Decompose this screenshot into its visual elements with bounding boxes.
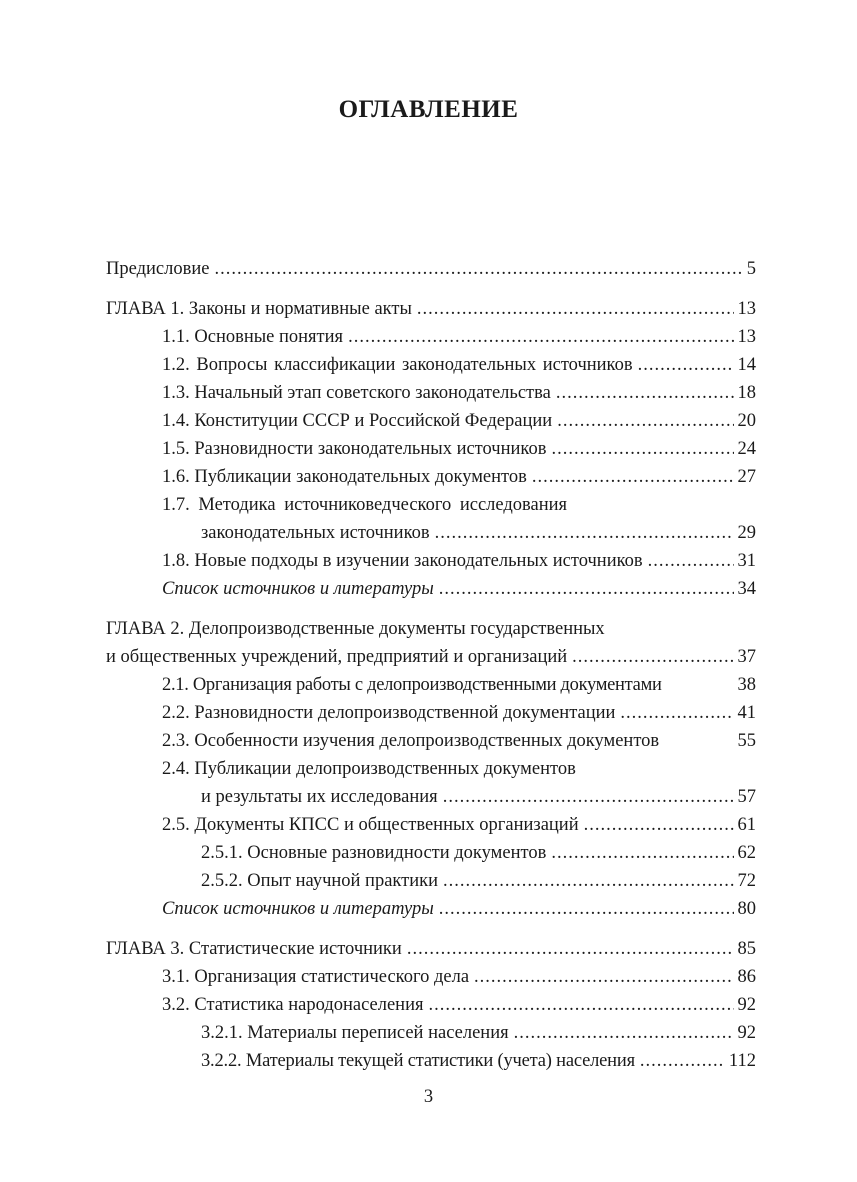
- toc-page: 5: [746, 259, 756, 279]
- toc-page: 57: [737, 787, 756, 807]
- toc-entry-1-3[interactable]: [106, 379, 756, 407]
- toc-label: 3.2. Статистика народонаселения: [162, 995, 424, 1015]
- toc-label: 1.4. Конституции СССР и Российской Федерации: [162, 411, 553, 431]
- toc-label-line-1: 2.4. Публикации делопроизводственных документов: [162, 759, 576, 779]
- dot-leader: [572, 643, 733, 671]
- toc-entry-3-2-1[interactable]: [106, 1019, 756, 1047]
- toc-page: 27: [737, 467, 756, 487]
- toc-label: 3.2.2. Материалы текущей статистики (учета) населения: [201, 1051, 635, 1071]
- toc-entry-2-4[interactable]: [106, 755, 756, 811]
- toc-page: 18: [737, 383, 756, 403]
- dot-leader: [407, 935, 734, 963]
- toc-page: 86: [737, 967, 756, 987]
- toc-page: 37: [737, 647, 756, 667]
- dot-leader: [620, 699, 733, 727]
- toc-entry-chapter-3[interactable]: [106, 935, 756, 963]
- toc-label: 1.8. Новые подходы в изучении законодательных источников: [162, 551, 643, 571]
- toc-entry-3-2[interactable]: [106, 991, 756, 1019]
- toc-entry-1-7-cont: [106, 519, 756, 547]
- dot-leader: [532, 463, 734, 491]
- toc-page: 38: [737, 675, 756, 695]
- dot-leader: [638, 351, 734, 379]
- toc-label: 1.3. Начальный этап советского законодательства: [162, 383, 551, 403]
- toc-entry-chapter-2-cont: [106, 643, 756, 671]
- toc-label: ГЛАВА 3. Статистические источники: [106, 939, 402, 959]
- toc-entry-1-6[interactable]: [106, 463, 756, 491]
- toc-page: 29: [737, 523, 756, 543]
- toc-entry-1-4[interactable]: [106, 407, 756, 435]
- toc-label: Список источников и литературы: [162, 579, 434, 599]
- toc-page: 13: [737, 327, 756, 347]
- toc-entry-2-3[interactable]: [106, 727, 756, 755]
- toc-page: 24: [737, 439, 756, 459]
- toc-label-line-2: и результаты их исследования: [201, 787, 438, 807]
- dot-leader: [557, 407, 733, 435]
- toc-entry-3-1[interactable]: [106, 963, 756, 991]
- toc-entry-1-5[interactable]: [106, 435, 756, 463]
- dot-leader: [584, 811, 734, 839]
- dot-leader: [443, 867, 733, 895]
- page-number: 3: [423, 1087, 434, 1107]
- toc-page: 14: [737, 355, 756, 375]
- toc-entry-3-2-2[interactable]: [106, 1047, 756, 1075]
- toc-page: 92: [737, 1023, 756, 1043]
- dot-leader: [648, 547, 734, 575]
- toc-label: 2.5.2. Опыт научной практики: [201, 871, 439, 891]
- toc-label-line-2: и общественных учреждений, предприятий и организаций: [106, 647, 568, 667]
- page-title: ОГЛАВЛЕНИЕ: [338, 96, 519, 123]
- toc-entry-2-5[interactable]: [106, 811, 756, 839]
- toc-entry-2-2[interactable]: [106, 699, 756, 727]
- toc-page: 72: [737, 871, 756, 891]
- toc-label: Предисловие: [106, 259, 210, 279]
- toc-label: 1.6. Публикации законодательных документов: [162, 467, 527, 487]
- toc-label: 1.1. Основные понятия: [162, 327, 344, 347]
- dot-leader: [439, 575, 734, 603]
- toc-page: 112: [728, 1051, 756, 1071]
- toc-label: 1.5. Разновидности законодательных источников: [162, 439, 547, 459]
- toc-page: 55: [737, 731, 756, 751]
- toc-page: 41: [737, 703, 756, 723]
- toc-page: 92: [737, 995, 756, 1015]
- toc-entry-1-8[interactable]: [106, 547, 756, 575]
- toc-label: 2.2. Разновидности делопроизводственной документации: [162, 703, 616, 723]
- toc-page: 34: [737, 579, 756, 599]
- dot-leader: [551, 839, 733, 867]
- dot-leader: [556, 379, 734, 407]
- toc-label: Список источников и литературы: [162, 899, 434, 919]
- toc-label: 3.1. Организация статистического дела: [162, 967, 470, 987]
- toc-entry-1-7[interactable]: [106, 491, 756, 547]
- dot-leader: [214, 255, 742, 283]
- toc-label: 3.2.1. Материалы переписей населения: [201, 1023, 509, 1043]
- toc-entry-2-5-2[interactable]: [106, 867, 756, 895]
- toc-page: 62: [737, 843, 756, 863]
- toc-entry-chapter-1[interactable]: [106, 295, 756, 323]
- toc-label-line-1: ГЛАВА 2. Делопроизводственные документы государственных: [106, 619, 605, 639]
- toc-entry-ch2-sources[interactable]: [106, 895, 756, 923]
- dot-leader: [640, 1047, 725, 1075]
- dot-leader: [417, 295, 734, 323]
- dot-leader: [514, 1019, 734, 1047]
- dot-leader: [348, 323, 733, 351]
- toc-entry-1-1[interactable]: [106, 323, 756, 351]
- toc-label: 1.2. Вопросы классификации законодательных источников: [162, 355, 633, 375]
- toc-page: 85: [737, 939, 756, 959]
- toc-page: 80: [737, 899, 756, 919]
- toc-page: 61: [737, 815, 756, 835]
- toc-entry-2-1[interactable]: [106, 671, 756, 699]
- dot-leader: [443, 783, 734, 811]
- toc-entry-preface[interactable]: [106, 255, 756, 283]
- dot-leader: [439, 895, 734, 923]
- table-of-contents: [106, 255, 756, 1075]
- toc-page: 20: [737, 411, 756, 431]
- toc-label: 2.3. Особенности изучения делопроизводственных документов: [162, 731, 660, 751]
- dot-leader: [474, 963, 733, 991]
- toc-label: 2.5. Документы КПСС и общественных организаций: [162, 815, 579, 835]
- toc-entry-ch1-sources[interactable]: [106, 575, 756, 603]
- toc-label-line-1: 1.7. Методика источниковедческого исследования: [162, 495, 568, 515]
- toc-entry-chapter-2[interactable]: [106, 615, 756, 671]
- toc-entry-2-5-1[interactable]: [106, 839, 756, 867]
- toc-entry-2-4-cont: [106, 783, 756, 811]
- dot-leader: [551, 435, 733, 463]
- toc-label: 2.1. Организация работы с делопроизводственными документами: [162, 675, 662, 695]
- toc-label: ГЛАВА 1. Законы и нормативные акты: [106, 299, 412, 319]
- toc-page: 31: [737, 551, 756, 571]
- dot-leader: [429, 991, 734, 1019]
- toc-label-line-2: законодательных источников: [201, 523, 430, 543]
- toc-page: 13: [737, 299, 756, 319]
- toc-label: 2.5.1. Основные разновидности документов: [201, 843, 547, 863]
- dot-leader: [435, 519, 734, 547]
- toc-entry-1-2[interactable]: [106, 351, 756, 379]
